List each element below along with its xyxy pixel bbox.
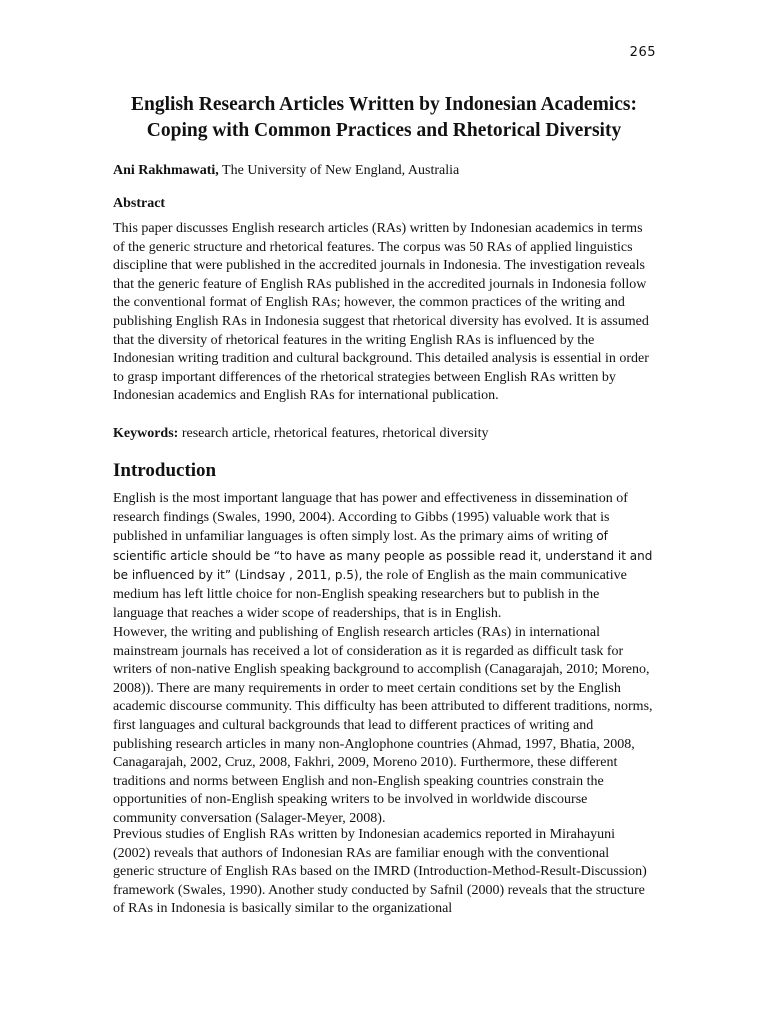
paper-title-line-2: Coping with Common Practices and Rhetorical Diversity [146, 120, 622, 141]
introduction-paragraph-3: Previous studies of English RAs written by Indonesian academics reported in Mirahayuni (2002) reveals that authors of Indonesian RAs are familiar enough with the conventional generic structure of English RAs based on the IMRD (Introduction-Method-Result-Discussion) framework (Swales, 1990). Another study conducted by Safnil (2000) reveals that the structure of RAs in Indonesia is basically similar to the organizational [113, 827, 647, 917]
intro-para1-part-e: the role of English as the main communicative medium has left little choice for non-English speaking researchers but to publish in the language that reaches a wider scope of readerships, that is in English. [113, 568, 627, 621]
paper-title-line-1: English Research Articles Written by Indonesian Academics: [131, 94, 637, 115]
author-name: Ani Rakhmawati, [113, 163, 219, 178]
paper-title [100, 92, 668, 144]
keywords-label: Keywords: [113, 426, 179, 441]
abstract-heading: Abstract [113, 196, 166, 211]
introduction-paragraph-2: However, the writing and publishing of English research articles (RAs) in international mainstream journals has received a lot of consideration as it is regarded as difficult task for writers of non-native English speaking background to accomplish (Canagarajah, 2010; Moreno, 2008)). There are many requirements in order to meet certain conditions set by the English academic discourse community. This difficulty has been attributed to different traditions, norms, first languages and cultural backgrounds that lead to different practices of writing and publishing research articles in many non-Anglophone countries (Ahmad, 1997, Bhatia, 2008, Canagarajah, 2002, Cruz, 2008, Fakhri, 2009, Moreno 2010). Furthermore, these different traditions and norms between English and non-English speaking countries constrain the opportunities of non-English speaking writers to be involved in worldwide discourse community conversation (Salager-Meyer, 2008). [113, 625, 653, 826]
intro-para1-quote: “to have as many people as possible read it, understand it and be influenced by it” [113, 548, 653, 583]
page-number: 265 [629, 45, 656, 60]
intro-para1-part-a: English is the most important language that has power and effectiveness in dissemination of research findings (Swales, 1990, 2004). According to Gibbs (1995) valuable work that is published in unfamiliar languages is often simply lost. As the primary aims of writing [113, 491, 628, 545]
introduction-paragraph-1 [113, 490, 653, 623]
abstract-text: This paper discusses English research articles (RAs) written by Indonesian academics in terms of the generic structure and rhetorical features. The corpus was 50 RAs of applied linguistics discipline that were published in the accredited journals in Indonesia. The investigation reveals that the generic feature of English RAs published in the accredited journals in Indonesia follow the conventional format of English RAs; however, the common practices of the writing and publishing English RAs in Indonesia suggest that rhetorical diversity has evolved. It is assumed that the diversity of rhetorical features in the writing English RAs is influenced by the Indonesian writing tradition and cultural background. This detailed analysis is essential in order to grasp important differences of the rhetorical strategies between English RAs written by Indonesian academics and English RAs for international publication. [113, 221, 649, 404]
keywords-line [113, 426, 489, 442]
intro-para1-part-b: of scientific article should be [113, 529, 608, 563]
author-affiliation: The University of New England, Australia [222, 163, 460, 178]
keywords-text: research article, rhetorical features, rhetorical diversity [181, 426, 489, 441]
author-line [113, 163, 459, 179]
intro-para1-citation: (Lindsay , 2011, p.5), [234, 568, 363, 583]
introduction-heading: Introduction [113, 460, 217, 481]
